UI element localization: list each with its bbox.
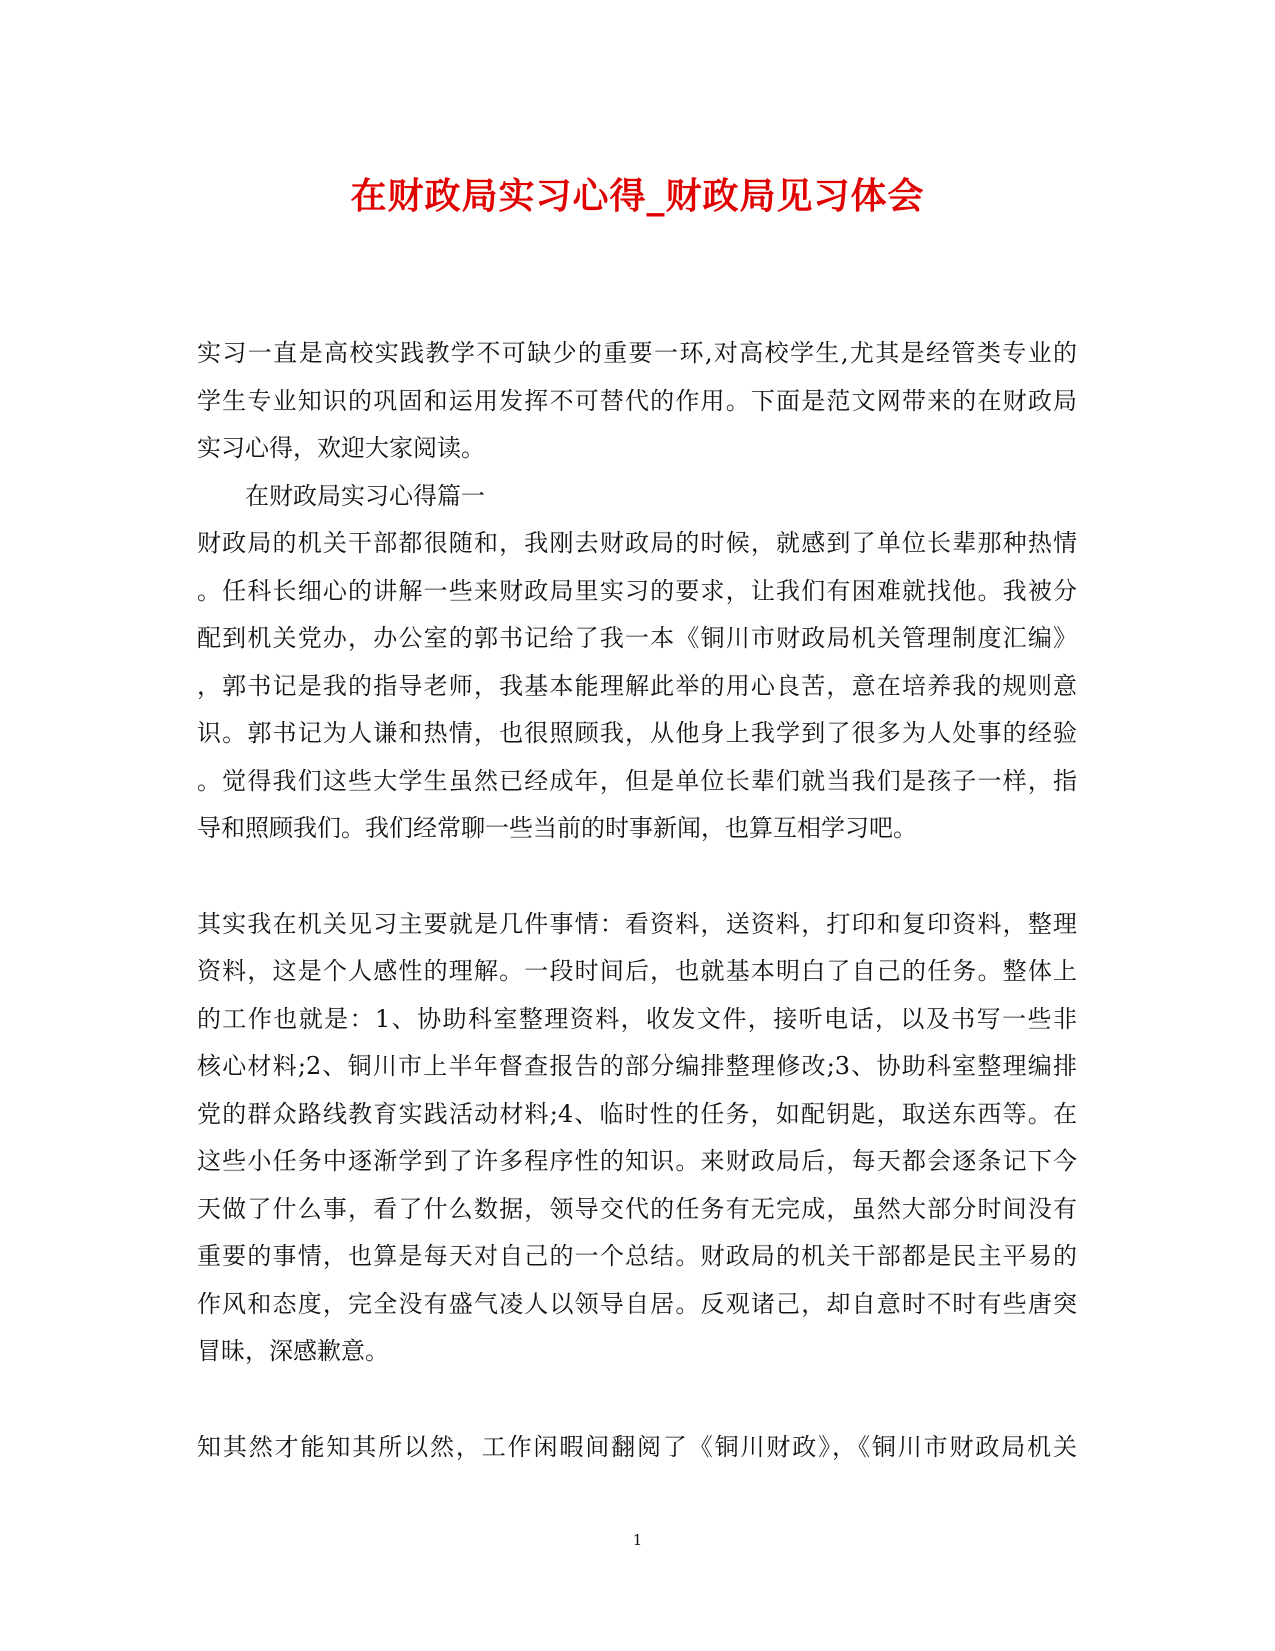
text-line: 配到机关党办，办公室的郭书记给了我一本《铜川市财政局机关管理制度汇编》 <box>197 624 1077 652</box>
text-line: 重要的事情，也算是每天对自己的一个总结。财政局的机关干部都是民主平易的 <box>197 1242 1077 1270</box>
text-line: 实习心得，欢迎大家阅读。 <box>197 434 485 462</box>
text-line: 这些小任务中逐渐学到了许多程序性的知识。来财政局后，每天都会逐条记下今 <box>197 1147 1077 1175</box>
paragraph-gap <box>197 1376 1077 1424</box>
document-title: 在财政局实习心得_财政局见习体会 <box>350 175 925 217</box>
text-line: 。任科长细心的讲解一些来财政局里实习的要求，让我们有困难就找他。我被分 <box>197 576 1077 605</box>
page-number: 1 <box>632 1531 643 1549</box>
paragraph-gap <box>197 853 1077 901</box>
text-line: 财政局的机关干部都很随和，我刚去财政局的时候，就感到了单位长辈那种热情 <box>197 529 1077 557</box>
text-line: 资料，这是个人感性的理解。一段时间后，也就基本明白了自己的任务。整体上 <box>197 957 1077 985</box>
paragraph-1 <box>197 520 1077 853</box>
document-body <box>197 330 1077 1471</box>
text-line: 作风和态度，完全没有盛气凌人以领导自居。反观诸己，却自意时不时有些唐突 <box>197 1289 1077 1318</box>
text-line: 实习一直是高校实践教学不可缺少的重要一环,对高校学生,尤其是经管类专业的 <box>197 339 1077 367</box>
paragraph-2 <box>197 901 1077 1376</box>
text-line: 学生专业知识的巩固和运用发挥不可替代的作用。下面是范文网带来的在财政局 <box>197 386 1077 415</box>
text-line: 冒昧，深感歉意。 <box>197 1337 389 1365</box>
text-line: 导和照顾我们。我们经常聊一些当前的时事新闻，也算互相学习吧。 <box>197 814 917 842</box>
intro-paragraph <box>197 330 1077 473</box>
text-line: 。觉得我们这些大学生虽然已经成年，但是单位长辈们就当我们是孩子一样，指 <box>197 766 1077 795</box>
text-line: 天做了什么事，看了什么数据，领导交代的任务有无完成，虽然大部分时间没有 <box>197 1194 1077 1223</box>
text-line: 其实我在机关见习主要就是几件事情：看资料，送资料，打印和复印资料，整理 <box>197 909 1077 938</box>
text-line: 知其然才能知其所以然，工作闲暇间翻阅了《铜川财政》，《铜川市财政局机关 <box>197 1432 1077 1461</box>
section-heading: 在财政局实习心得篇一 <box>245 481 485 510</box>
text-line: 党的群众路线教育实践活动材料;4、临时性的任务，如配钥匙，取送东西等。在 <box>197 1099 1077 1128</box>
text-line: 核心材料;2、铜川市上半年督查报告的部分编排整理修改;3、协助科室整理编排 <box>197 1052 1077 1080</box>
text-line: 识。郭书记为人谦和热情，也很照顾我，从他身上我学到了很多为人处事的经验 <box>197 719 1077 747</box>
text-line: 的工作也就是：1、协助科室整理资料，收发文件，接听电话，以及书写一些非 <box>197 1004 1077 1033</box>
paragraph-3 <box>197 1424 1077 1472</box>
text-line: ，郭书记是我的指导老师，我基本能理解此举的用心良苦，意在培养我的规则意 <box>197 671 1077 700</box>
